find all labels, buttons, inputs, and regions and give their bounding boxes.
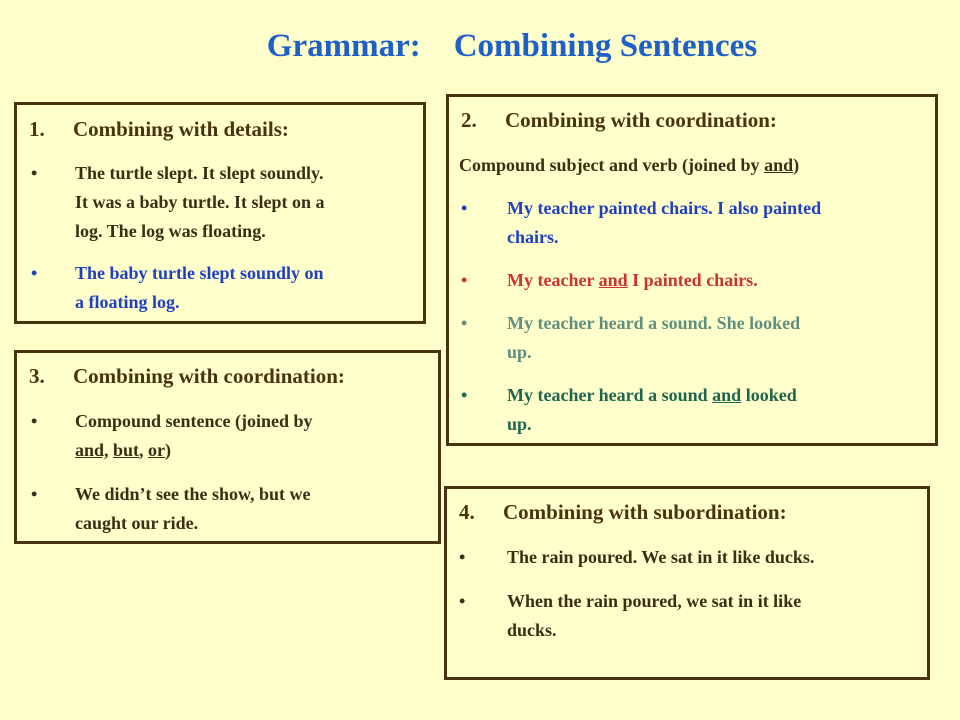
bullet-icon: •: [31, 163, 38, 183]
page-title: Grammar: Combining Sentences: [266, 28, 758, 64]
example-line: chairs.: [507, 227, 559, 247]
combined-line: My teacher heard a sound and looked: [507, 385, 797, 405]
heading-text: Combining with coordination:: [73, 364, 345, 388]
heading-text: Combining with details:: [73, 117, 289, 141]
combined-line: The baby turtle slept soundly on: [75, 263, 324, 283]
box-subordination: [444, 486, 930, 680]
example-line: My teacher heard a sound. She looked: [507, 313, 801, 333]
example-line: and, but, or): [75, 440, 172, 460]
bullet-icon: •: [459, 591, 466, 611]
bullet-icon: •: [31, 411, 38, 431]
box-coordination-sentence-heading: [29, 364, 345, 389]
combined-line: My teacher and I painted chairs.: [507, 270, 758, 290]
example-line: The rain poured. We sat in it like ducks.: [507, 547, 815, 567]
heading-text: Combining with subordination:: [503, 500, 787, 524]
bullet-icon: •: [461, 385, 468, 405]
heading-number: 1.: [29, 117, 45, 141]
box-subordination-heading: [459, 500, 787, 525]
example-line: It was a baby turtle. It slept on a: [75, 192, 325, 212]
box-coordination-verb-heading: [461, 108, 777, 133]
bullet-icon: •: [461, 198, 468, 218]
example-line: My teacher painted chairs. I also painted: [507, 198, 822, 218]
box-details-heading: [29, 117, 289, 142]
combined-line: a floating log.: [75, 292, 180, 312]
example-line: up.: [507, 342, 532, 362]
box-coordination-sentence: [14, 350, 441, 544]
bullet-icon: •: [461, 270, 468, 290]
bullet-icon: •: [31, 263, 38, 283]
box-details: [14, 102, 426, 324]
example-line: Compound sentence (joined by: [75, 411, 313, 431]
heading-number: 2.: [461, 108, 477, 132]
example-line: log. The log was floating.: [75, 221, 266, 241]
heading-text: Combining with coordination:: [505, 108, 777, 132]
combined-line: up.: [507, 414, 532, 434]
heading-number: 3.: [29, 364, 45, 388]
bullet-icon: •: [461, 313, 468, 333]
heading-number: 4.: [459, 500, 475, 524]
combined-line: ducks.: [507, 620, 557, 640]
example-line: caught our ride.: [75, 513, 199, 533]
box-coordination-verb: [446, 94, 938, 446]
bullet-icon: •: [459, 547, 466, 567]
bullet-icon: •: [31, 484, 38, 504]
combined-line: When the rain poured, we sat in it like: [507, 591, 802, 611]
example-line: The turtle slept. It slept soundly.: [75, 163, 324, 183]
subheading-line: Compound subject and verb (joined by and): [459, 155, 800, 175]
example-line: We didn’t see the show, but we: [75, 484, 311, 504]
